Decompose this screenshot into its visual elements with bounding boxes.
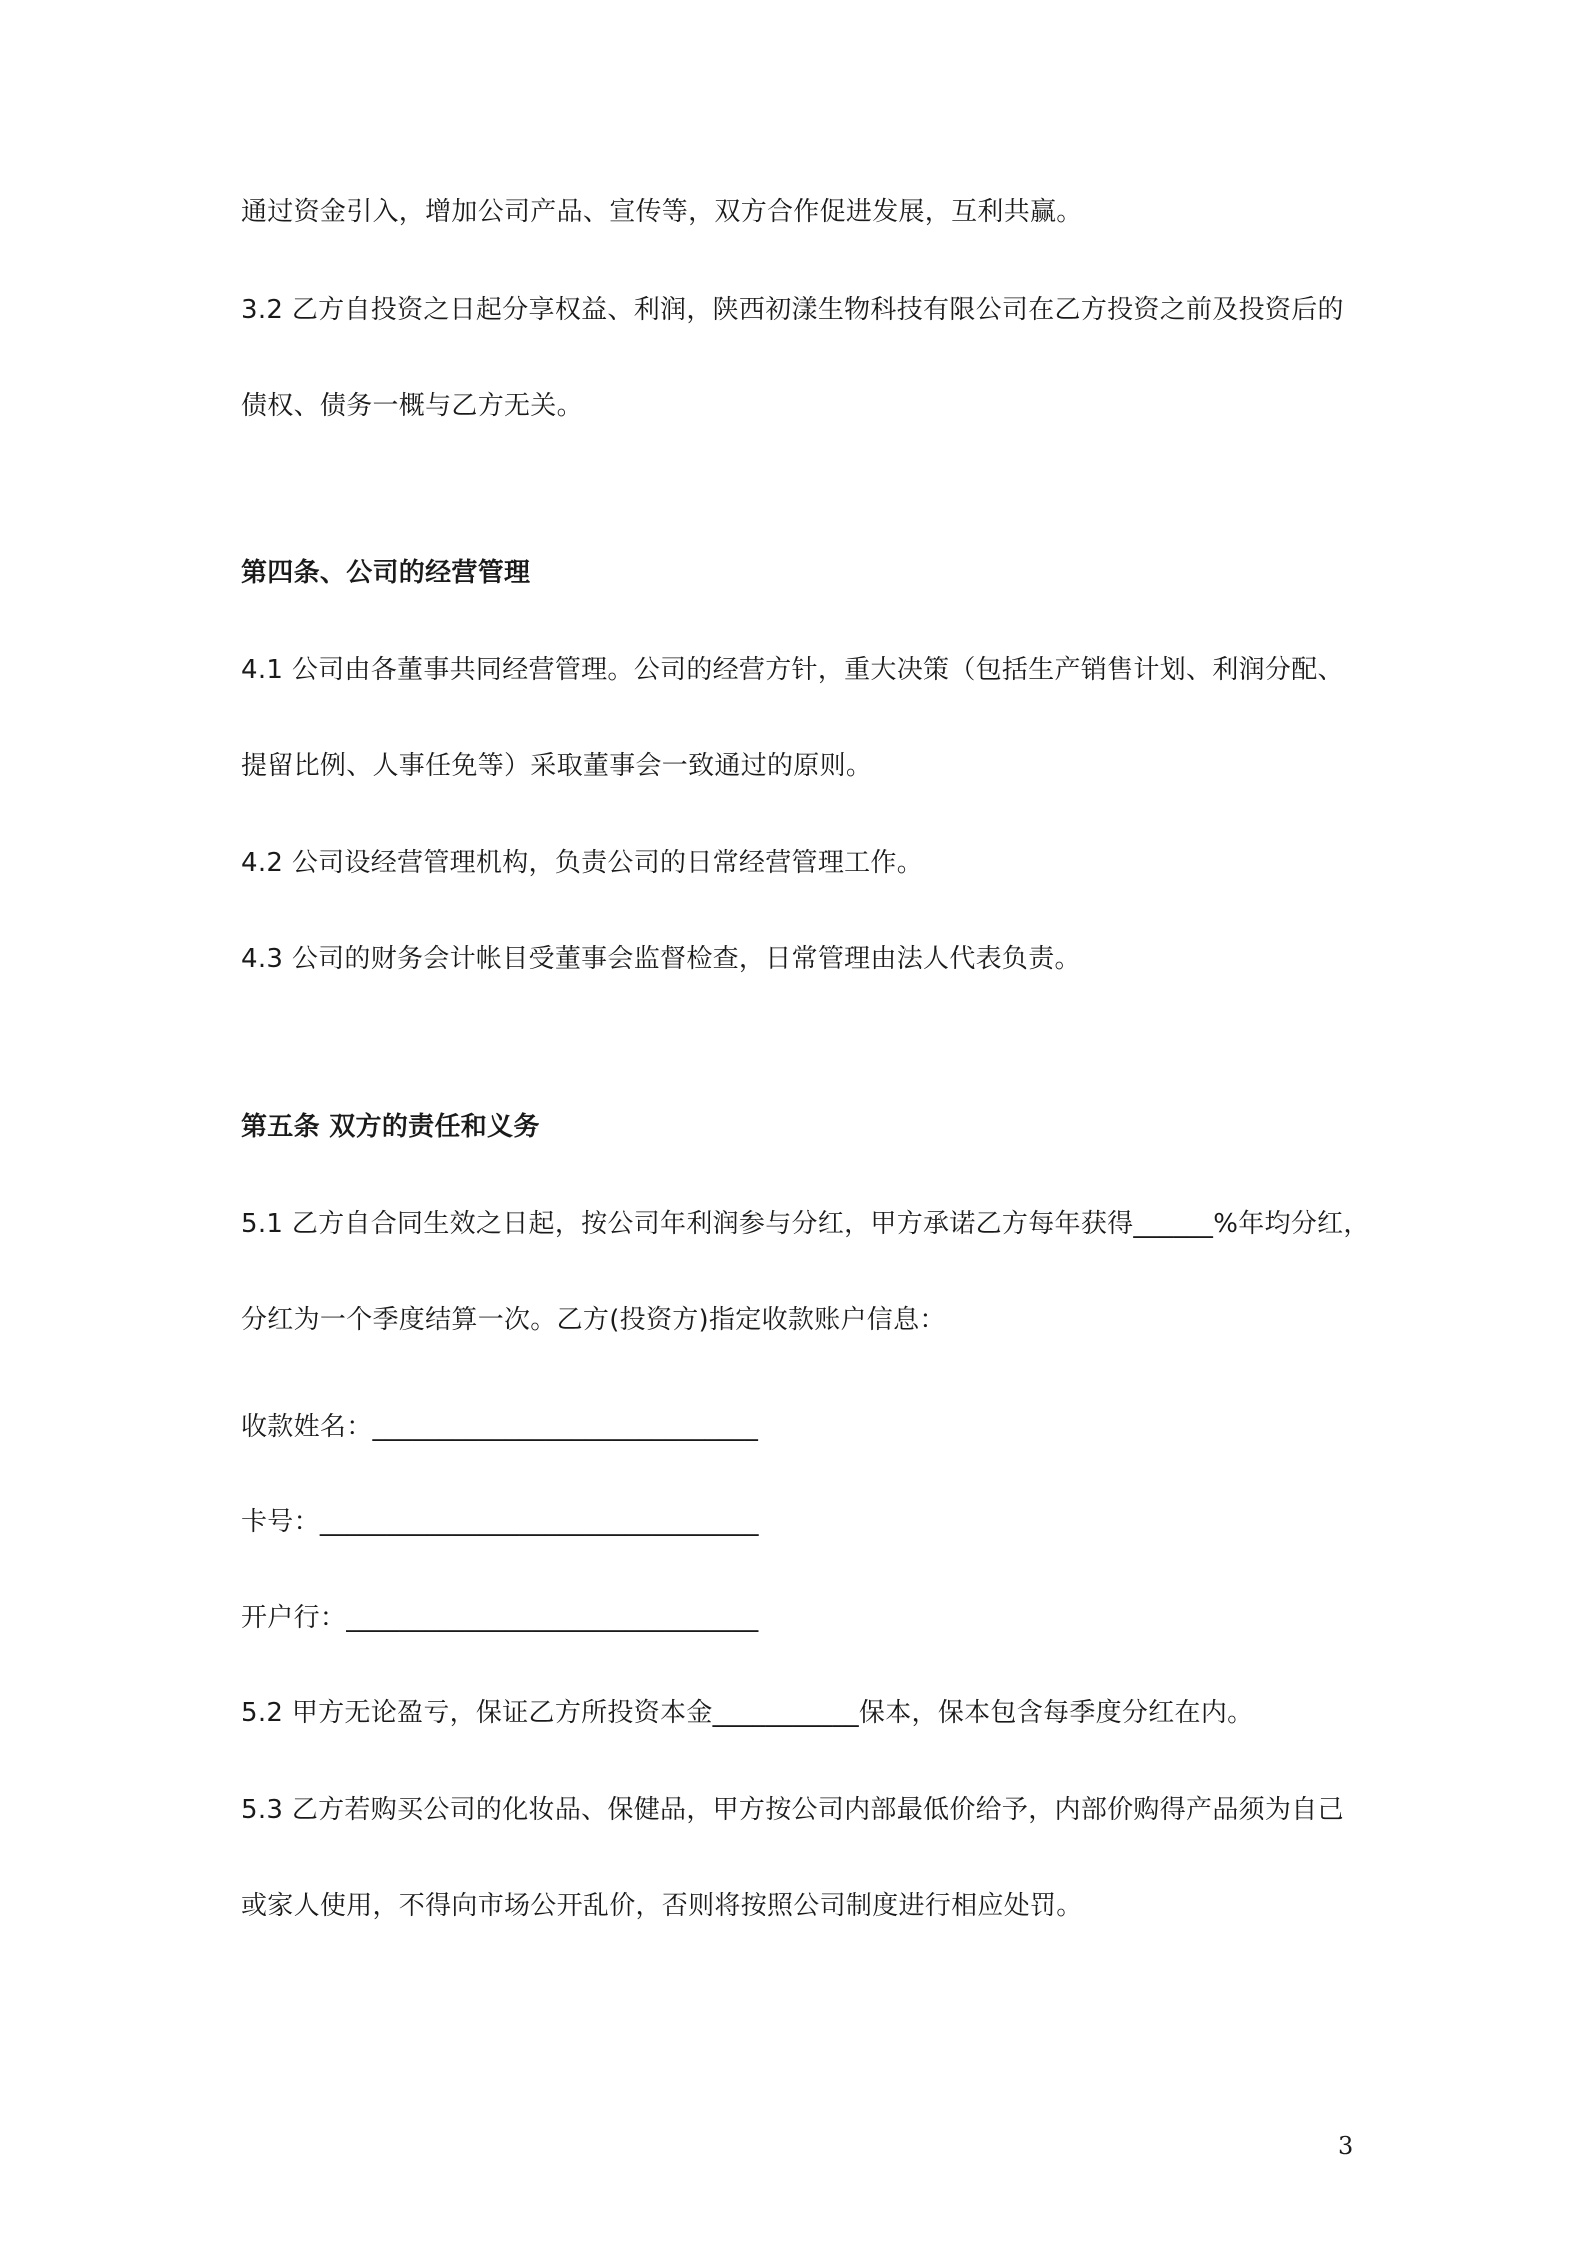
paragraph-5-2: 5.2 甲方无论盈亏，保证乙方所投资本金___________保本，保本包含每季度分红在内。 [241, 1698, 1254, 1728]
paragraph-4-3: 4.3 公司的财务会计帐目受董事会监督检查，日常管理由法人代表负责。 [241, 944, 1081, 974]
section-4-heading: 第四条、公司的经营管理 [241, 558, 531, 588]
page-number: 3 [1338, 2132, 1354, 2160]
paragraph-3-2-line-2: 债权、债务一概与乙方无关。 [241, 391, 583, 421]
paragraph-5-3-line-2: 或家人使用，不得向市场公开乱价，否则将按照公司制度进行相应处罚。 [241, 1891, 1083, 1921]
paragraph-4-1-line-2: 提留比例、人事任免等）采取董事会一致通过的原则。 [241, 751, 873, 781]
card-number-field: 卡号：_________________________________ [241, 1507, 759, 1537]
paragraph-5-3-line-1: 5.3 乙方若购买公司的化妆品、保健品，甲方按公司内部最低价给予，内部价购得产品须为自己 [241, 1795, 1344, 1825]
section-5-heading: 第五条 双方的责任和义务 [241, 1112, 540, 1142]
payee-name-field: 收款姓名：_____________________________ [241, 1412, 759, 1442]
paragraph-4-1-line-1: 4.1 公司由各董事共同经营管理。公司的经营方针，重大决策（包括生产销售计划、利润分配、 [241, 655, 1344, 685]
paragraph-4-2: 4.2 公司设经营管理机构，负责公司的日常经营管理工作。 [241, 848, 924, 878]
paragraph-3-2-line-1: 3.2 乙方自投资之日起分享权益、利润，陕西初漾生物科技有限公司在乙方投资之前及投资后的 [241, 295, 1344, 325]
paragraph-5-1-line-2: 分红为一个季度结算一次。乙方(投资方)指定收款账户信息： [241, 1305, 946, 1335]
paragraph-5-1-line-1: 5.1 乙方自合同生效之日起，按公司年利润参与分红，甲方承诺乙方每年获得______%年均分红， [241, 1209, 1370, 1239]
paragraph-3-1-continuation: 通过资金引入，增加公司产品、宣传等，双方合作促进发展，互利共赢。 [241, 197, 1083, 227]
bank-branch-field: 开户行：_______________________________ [241, 1603, 759, 1633]
